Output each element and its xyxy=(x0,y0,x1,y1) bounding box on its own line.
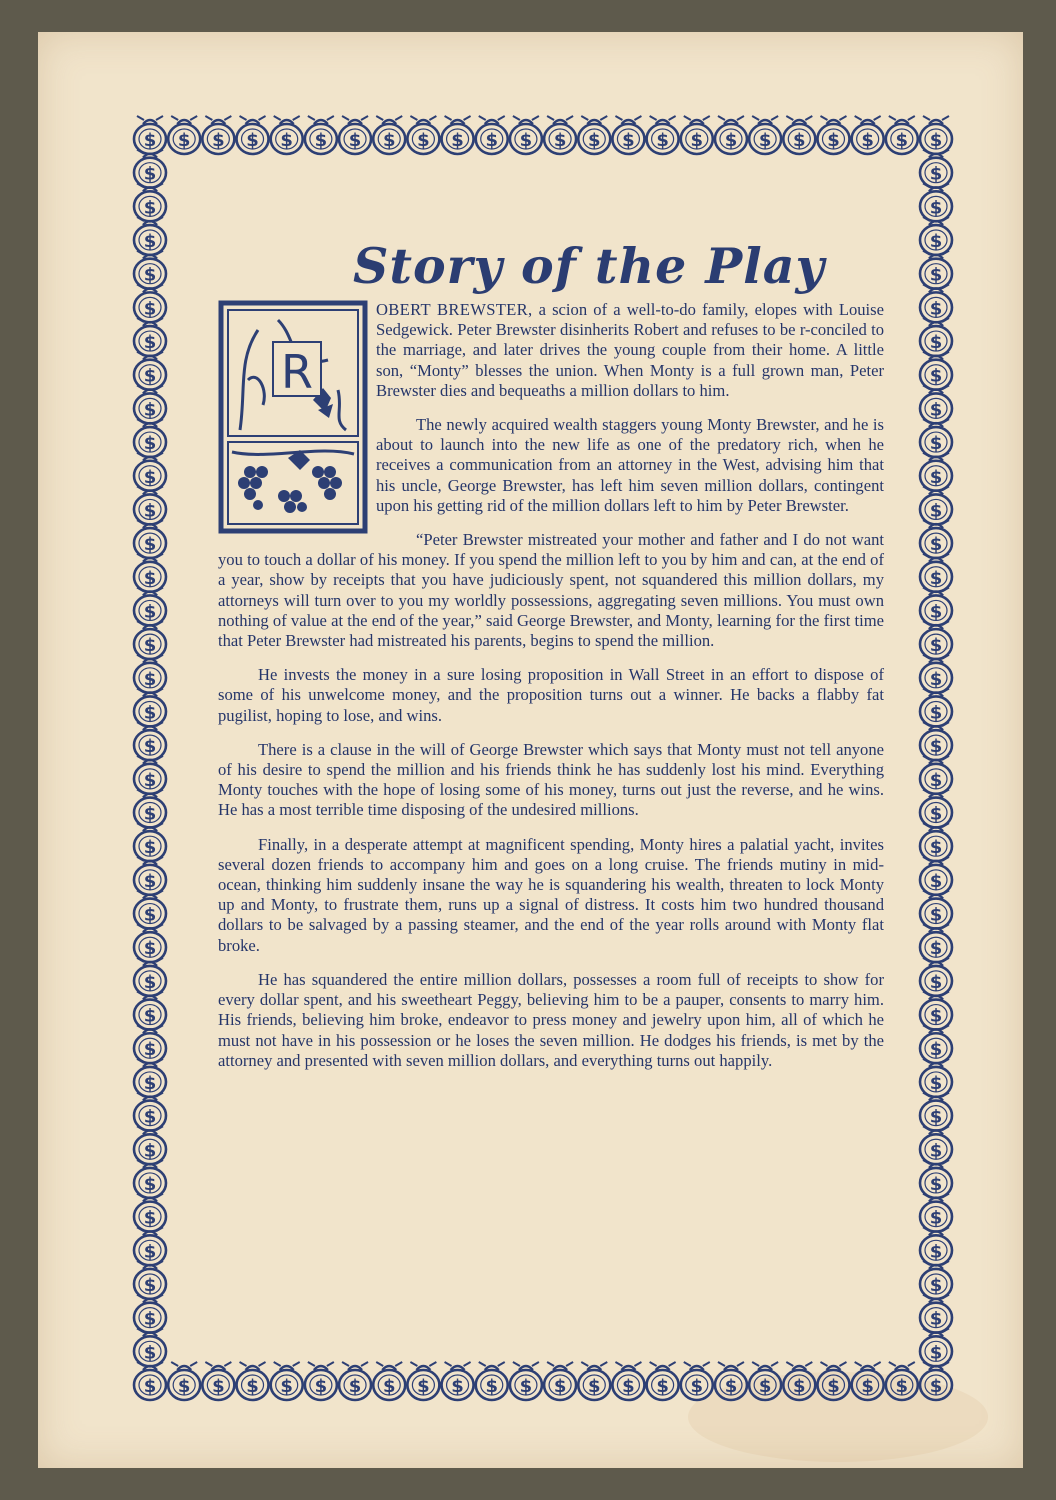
money-bag-icon xyxy=(237,116,269,154)
paragraph-6: Finally, in a desperate attempt at magnificent spending, Monty hires a palatial yacht, invites several dozen friends to accompany him and goes on a long cruise. The friends mutiny in mid-ocean, thinking him suddenly insane the way he is squandering his wealth, threaten to lock Monty up and Monty, to frustrate them, runs up a signal of distress. It costs him two hundred thousand dollars to be salvaged by a passing steamer, and the end of the year rolls around with Monty flat broke. xyxy=(218,834,884,955)
money-bag-icon xyxy=(920,958,952,996)
money-bag-icon xyxy=(476,116,508,154)
money-bag-icon xyxy=(920,857,952,895)
money-bag-icon xyxy=(134,284,166,322)
money-bag-icon xyxy=(920,1295,952,1333)
money-bag-icon xyxy=(920,891,952,929)
paragraph-lead: OBERT BREWSTER, xyxy=(376,300,533,319)
money-bag-icon xyxy=(920,756,952,794)
money-bag-icon xyxy=(442,1362,474,1400)
money-bag-icon xyxy=(852,116,884,154)
money-bag-icon xyxy=(305,1362,337,1400)
money-bag-icon xyxy=(920,217,952,255)
money-bag-icon xyxy=(168,1362,200,1400)
money-bag-icon xyxy=(612,116,644,154)
money-bag-icon xyxy=(920,385,952,423)
money-bag-icon xyxy=(407,1362,439,1400)
money-bag-icon xyxy=(544,116,576,154)
money-bag-icon xyxy=(647,1362,679,1400)
money-bag-icon xyxy=(749,1362,781,1400)
money-bag-icon xyxy=(134,1126,166,1164)
money-bag-icon xyxy=(715,116,747,154)
money-bag-icon xyxy=(681,1362,713,1400)
money-bag-icon xyxy=(134,1160,166,1198)
money-bag-icon xyxy=(134,352,166,390)
money-bag-icon xyxy=(510,116,542,154)
money-bag-icon xyxy=(237,1362,269,1400)
money-bag-icon xyxy=(681,116,713,154)
money-bag-icon xyxy=(134,1025,166,1063)
money-bag-icon xyxy=(578,116,610,154)
money-bag-icon xyxy=(134,924,166,962)
paragraph-3: “Peter Brewster mistreated your mother and father and I do not want you to touch a dollar of his money. If you spend the million left to you by him and can, at the end of a year, show by receipts that you have judiciously spent, not squandered this million dollars, my attorneys will turn over to you my worldly possessions, aggregating seven millions. You must own nothing of value at the end of the year,” said George Brewster, and Monty, learning for the first time that Peter Brewster had mistreated his parents, begins to spend the million. xyxy=(218,530,884,651)
money-bag-icon xyxy=(647,116,679,154)
money-bag-icon xyxy=(134,823,166,861)
money-bag-icon xyxy=(920,1093,952,1131)
money-bag-icon xyxy=(134,554,166,592)
money-bag-icon xyxy=(134,183,166,221)
money-bag-icon xyxy=(920,587,952,625)
money-bag-icon xyxy=(134,1194,166,1232)
money-bag-icon xyxy=(749,116,781,154)
money-bag-icon xyxy=(134,150,166,188)
money-bag-icon xyxy=(271,116,303,154)
dropcap-letter: R xyxy=(281,345,313,399)
money-bag-icon xyxy=(134,251,166,289)
money-bag-icon xyxy=(134,318,166,356)
story-text xyxy=(218,300,884,1085)
money-bag-icon xyxy=(134,1362,166,1400)
money-bag-icon xyxy=(339,1362,371,1400)
money-bag-icon xyxy=(134,1295,166,1333)
money-bag-icon xyxy=(920,352,952,390)
money-bag-icon xyxy=(852,1362,884,1400)
paragraph-4: He invests the money in a sure losing proposition in Wall Street in an effort to dispose of some of his unwelcome money, and the proposition turns out a winner. He backs a flabby fat pugilist, hoping to lose, and wins. xyxy=(218,665,884,725)
money-bag-icon xyxy=(920,688,952,726)
money-bag-icon xyxy=(407,116,439,154)
money-bag-icon xyxy=(476,1362,508,1400)
money-bag-icon xyxy=(168,116,200,154)
money-bag-icon xyxy=(920,1227,952,1265)
dropcap-ornament xyxy=(218,300,368,534)
money-bag-icon xyxy=(920,520,952,558)
money-bag-icon xyxy=(134,722,166,760)
paragraph-2: The newly acquired wealth staggers young Monty Brewster, and he is about to launch into the new life as one of the predatory rich, when he receives a communication from an attorney in the West, advising him that his uncle, George Brewster, has left him seven million dollars, contingent upon his getting rid of the million dollars left to him by Peter Brewster. xyxy=(376,415,884,515)
money-bag-icon xyxy=(305,116,337,154)
money-bag-icon xyxy=(134,419,166,457)
money-bag-icon xyxy=(271,1362,303,1400)
money-bag-icon xyxy=(920,992,952,1030)
money-bag-icon xyxy=(920,621,952,659)
money-bag-icon xyxy=(920,183,952,221)
money-bag-icon xyxy=(920,116,952,154)
money-bag-icon xyxy=(134,790,166,828)
money-bag-icon xyxy=(134,655,166,693)
money-bag-icon xyxy=(612,1362,644,1400)
money-bag-icon xyxy=(920,655,952,693)
money-bag-icon xyxy=(578,1362,610,1400)
money-bag-icon xyxy=(134,857,166,895)
money-bag-icon xyxy=(442,116,474,154)
money-bag-icon xyxy=(134,958,166,996)
money-bag-icon xyxy=(373,116,405,154)
money-bag-icon xyxy=(202,116,234,154)
money-bag-icon xyxy=(134,217,166,255)
money-bag-icon xyxy=(920,251,952,289)
money-bag-icon xyxy=(134,453,166,491)
money-bag-icon xyxy=(134,688,166,726)
money-bag-icon xyxy=(817,116,849,154)
money-bag-icon xyxy=(134,992,166,1030)
money-bag-icon xyxy=(886,1362,918,1400)
money-bag-icon xyxy=(817,1362,849,1400)
page-title: Story of the Play xyxy=(352,237,826,295)
money-bag-icon xyxy=(134,1227,166,1265)
money-bag-icon xyxy=(920,1059,952,1097)
money-bag-icon xyxy=(544,1362,576,1400)
money-bag-icon xyxy=(783,116,815,154)
money-bag-icon xyxy=(134,1261,166,1299)
money-bag-icon xyxy=(134,1328,166,1366)
money-bag-icon xyxy=(920,1160,952,1198)
money-bag-icon xyxy=(134,116,166,154)
money-bag-icon xyxy=(339,116,371,154)
money-bag-icon xyxy=(886,116,918,154)
money-bag-icon xyxy=(373,1362,405,1400)
money-bag-icon xyxy=(920,1025,952,1063)
money-bag-icon xyxy=(920,150,952,188)
money-bag-icon xyxy=(920,1194,952,1232)
money-bag-icon xyxy=(202,1362,234,1400)
money-bag-border: $ xyxy=(38,32,1023,1468)
money-bag-icon xyxy=(920,284,952,322)
money-bag-icon xyxy=(920,722,952,760)
money-bag-icon xyxy=(134,587,166,625)
money-bag-icon xyxy=(920,318,952,356)
money-bag-icon xyxy=(920,1362,952,1400)
money-bag-icon xyxy=(920,823,952,861)
money-bag-icon xyxy=(920,1126,952,1164)
money-bag-icon xyxy=(920,419,952,457)
money-bag-icon xyxy=(920,1328,952,1366)
money-bag-icon xyxy=(920,554,952,592)
money-bag-icon xyxy=(134,1059,166,1097)
money-bag-icon xyxy=(920,1261,952,1299)
money-bag-icon xyxy=(134,486,166,524)
money-bag-icon xyxy=(134,1093,166,1131)
paragraph-7: He has squandered the entire million dollars, possesses a room full of receipts to show for every dollar spent, and his sweetheart Peggy, believing him to be a pauper, consents to marry him. His friends, believing him broke, endeavor to press money and jewelry upon him, all of which he must not have in his possession or he loses the seven million. He dodges his friends, is met by the attorney and presented with seven million dollars, and everything turns out happily. xyxy=(218,969,884,1070)
paragraph-5: There is a clause in the will of George Brewster which says that Monty must not tell anyone of his desire to spend the million and his friends think he has suddenly lost his mind. Everything Monty touches with the hope of losing some of his money, turns out just the reverse, and he wins. He has a most terrible time disposing of the undesired millions. xyxy=(218,739,884,820)
money-bag-icon xyxy=(920,924,952,962)
money-bag-icon xyxy=(134,621,166,659)
money-bag-icon xyxy=(134,891,166,929)
money-bag-icon xyxy=(920,790,952,828)
money-bag-icon xyxy=(510,1362,542,1400)
money-bag-icon xyxy=(920,486,952,524)
money-bag-icon xyxy=(783,1362,815,1400)
money-bag-icon xyxy=(134,520,166,558)
money-bag-icon xyxy=(920,453,952,491)
money-bag-icon xyxy=(715,1362,747,1400)
money-bag-icon xyxy=(134,756,166,794)
paragraph-1: OBERT BREWSTER, a scion of a well-to-do family, elopes with Louise Sedgewick. Peter Brewster disinherits Robert and refuses to be r-conciled to the marriage, and later drives the young couple from their home. A little son, “Monty” blesses the union. When Monty is a full grown man, Peter Brewster dies and bequeaths a million dollars to him. xyxy=(376,300,884,400)
money-bag-icon xyxy=(134,385,166,423)
